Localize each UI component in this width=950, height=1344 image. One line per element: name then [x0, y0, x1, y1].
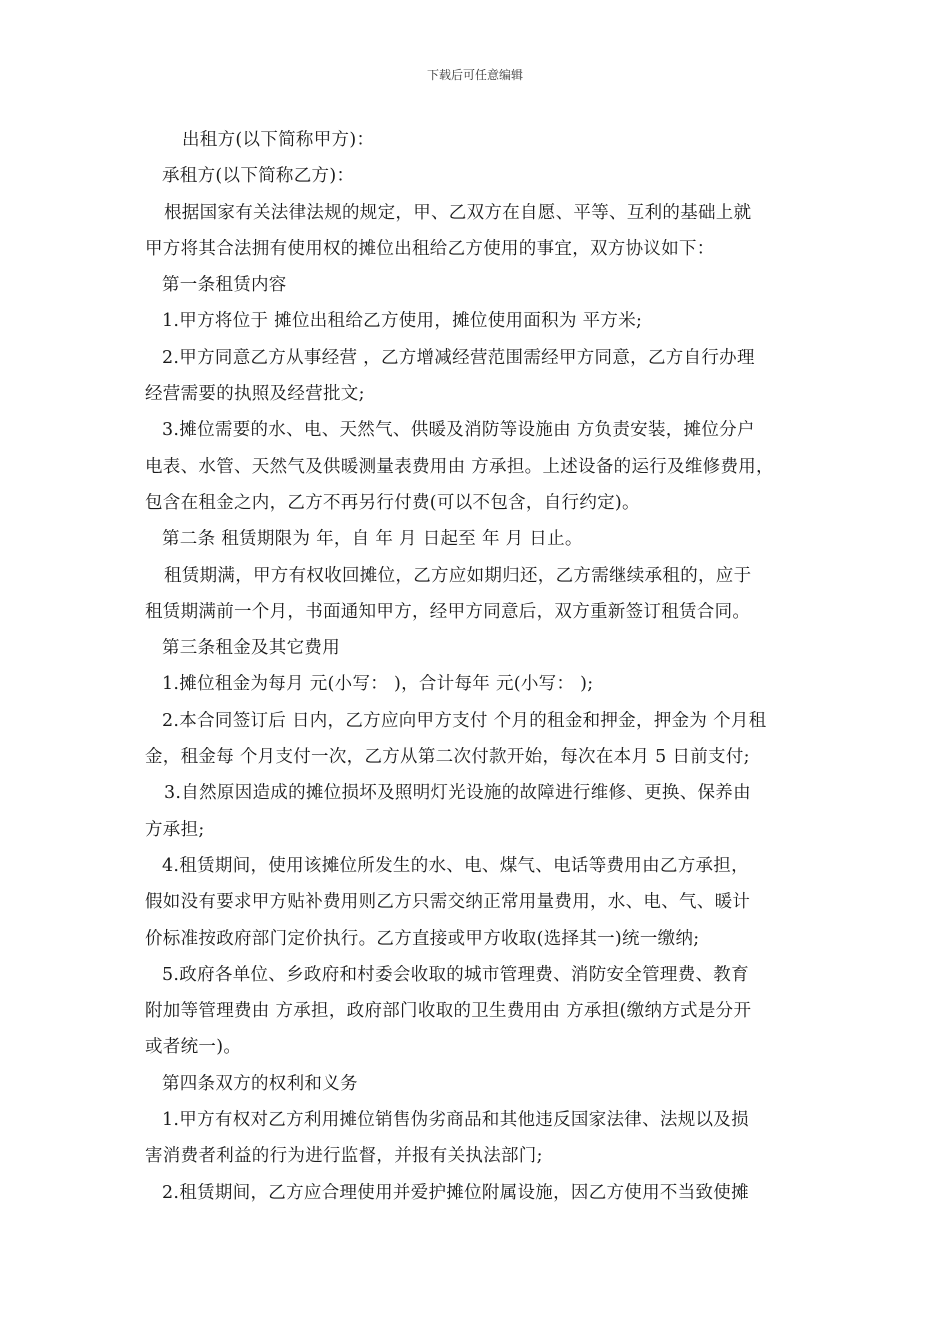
article-3-item-4-line-3: 价标准按政府部门定价执行。乙方直接或甲方收取(选择其一)统一缴纳;: [145, 928, 700, 949]
article-1-item-3-line-1: 3.摊位需要的水、电、天然气、供暖及消防等设施由 方负责安装，摊位分户: [162, 420, 755, 441]
article-1-item-2-line-2: 经营需要的执照及经营批文;: [145, 384, 365, 405]
article-3-item-4-line-2: 假如没有要求甲方贴补费用则乙方只需交纳正常用量费用，水、电、气、暖计: [145, 892, 751, 913]
article-1-item-2-line-1: 2.甲方同意乙方从事经营 ，乙方增减经营范围需经甲方同意，乙方自行办理: [162, 347, 755, 368]
page-header: 下载后可任意编辑: [426, 68, 523, 82]
article-4-item-1-line-2: 害消费者利益的行为进行监督，并报有关执法部门;: [145, 1146, 543, 1167]
party-b-line: 承租方(以下简称乙方)：: [162, 166, 355, 187]
article-3-item-2-line-2: 金，租金每 个月支付一次，乙方从第二次付款开始，每次在本月 5 日前支付;: [145, 747, 750, 768]
article-1-item-3-line-2: 电表、水管、天然气及供暖测量表费用由 方承担。上述设备的运行及维修费用，: [145, 456, 774, 477]
article-1-item-1: 1.甲方将位于 摊位出租给乙方使用，摊位使用面积为 平方米;: [162, 311, 643, 332]
article-1-heading: 第一条租赁内容: [162, 275, 287, 296]
contract-body: [145, 122, 810, 1211]
party-a-line: 出租方(以下简称甲方)：: [182, 130, 375, 150]
article-1-item-3-line-3: 包含在租金之内，乙方不再另行付费(可以不包含，自行约定)。: [145, 492, 640, 513]
preamble-line-2: 甲方将其合法拥有使用权的摊位出租给乙方使用的事宜，双方协议如下：: [145, 238, 715, 259]
article-3-item-3-line-2: 方承担;: [145, 819, 205, 840]
article-3-item-5-line-3: 或者统一)。: [145, 1037, 242, 1058]
article-3-item-4-line-1: 4.租赁期间，使用该摊位所发生的水、电、煤气、电话等费用由乙方承担，: [162, 855, 749, 876]
article-4-heading: 第四条双方的权利和义务: [162, 1073, 358, 1094]
article-3-heading: 第三条租金及其它费用: [162, 638, 340, 659]
article-3-item-5-line-2: 附加等管理费由 方承担，政府部门收取的卫生费用由 方承担(缴纳方式是分开: [145, 1001, 752, 1022]
article-2-heading: 第二条 租赁期限为 年，自 年 月 日起至 年 月 日止。: [162, 529, 583, 550]
article-2-para-line-1: 租赁期满，甲方有权收回摊位，乙方应如期归还，乙方需继续承租的，应于: [164, 565, 752, 586]
article-4-item-1-line-1: 1.甲方有权对乙方利用摊位销售伪劣商品和其他违反国家法律、法规以及损: [162, 1110, 749, 1131]
article-3-item-1: 1.摊位租金为每月 元(小写： )，合计每年 元(小写： );: [162, 674, 594, 695]
article-2-para-line-2: 租赁期满前一个月，书面通知甲方，经甲方同意后，双方重新签订租赁合同。: [145, 601, 751, 622]
preamble-line-1: 根据国家有关法律法规的规定，甲、乙双方在自愿、平等、互利的基础上就: [164, 202, 752, 223]
article-3-item-3-line-1: 3.自然原因造成的摊位损坏及照明灯光设施的故障进行维修、更换、保养由: [164, 783, 751, 804]
article-3-item-5-line-1: 5.政府各单位、乡政府和村委会收取的城市管理费、消防安全管理费、教育: [162, 964, 749, 985]
article-4-item-2-line-1: 2.租赁期间，乙方应合理使用并爱护摊位附属设施，因乙方使用不当致使摊: [162, 1182, 749, 1203]
article-3-item-2-line-1: 2.本合同签订后 日内，乙方应向甲方支付 个月的租金和押金，押金为 个月租: [162, 710, 767, 731]
